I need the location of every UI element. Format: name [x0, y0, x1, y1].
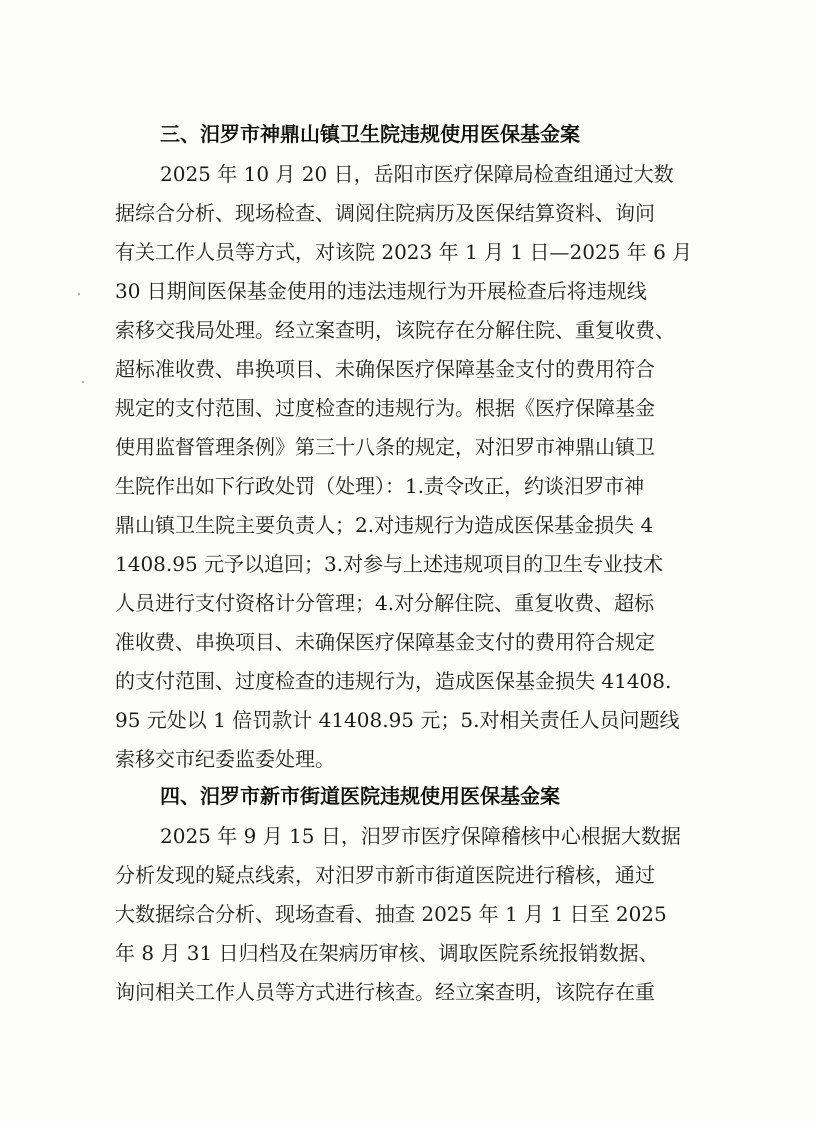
- section-4-line: 大数据综合分析、现场查看、抽查 2025 年 1 月 1 日至 2025: [115, 902, 667, 926]
- section-3-line: 鼎山镇卫生院主要负责人；2.对违规行为造成医保基金损失 4: [115, 513, 654, 537]
- section-3-line: 据综合分析、现场检查、调阅住院病历及医保结算资料、询问: [115, 201, 655, 225]
- section-3-line: 有关工作人员等方式，对该院 2023 年 1 月 1 日—2025 年 6 月: [115, 240, 693, 264]
- section-3-line: 索移交我局处理。经立案查明，该院存在分解住院、重复收费、: [115, 318, 675, 342]
- section-3-line: 1408.95 元予以追回；3.对参与上述违规项目的卫生专业技术: [115, 552, 664, 576]
- section-3-line: 95 元处以 1 倍罚款计 41408.95 元；5.对相关责任人员问题线: [115, 708, 680, 732]
- scan-speck: [82, 381, 84, 383]
- section-3-line: 索移交市纪委监委处理。: [115, 747, 335, 771]
- section-3-line: 使用监督管理条例》第三十八条的规定，对汨罗市神鼎山镇卫: [115, 435, 655, 459]
- section-3-line: 2025 年 10 月 20 日，岳阳市医疗保障局检查组通过大数: [160, 162, 674, 186]
- section-3-heading: 三、汨罗市神鼎山镇卫生院违规使用医保基金案: [160, 122, 580, 146]
- section-3-line: 30 日期间医保基金使用的违法违规行为开展检查后将违规线: [115, 279, 647, 303]
- section-4-line: 分析发现的疑点线索，对汨罗市新市街道医院进行稽核，通过: [115, 863, 655, 887]
- section-4-heading: 四、汨罗市新市街道医院违规使用医保基金案: [160, 784, 560, 808]
- section-3-line: 的支付范围、过度检查的违规行为，造成医保基金损失 41408.: [115, 669, 672, 693]
- section-3-line: 超标准收费、串换项目、未确保医疗保障基金支付的费用符合: [115, 357, 655, 381]
- section-3-line: 生院作出如下行政处罚（处理）：1.责令改正，约谈汨罗市神: [115, 474, 645, 498]
- scan-speck: [78, 293, 80, 295]
- section-3-line: 准收费、串换项目、未确保医疗保障基金支付的费用符合规定: [115, 630, 655, 654]
- section-4-line: 年 8 月 31 日归档及在架病历审核、调取医院系统报销数据、: [115, 941, 659, 965]
- section-4-line: 询问相关工作人员等方式进行核查。经立案查明，该院存在重: [115, 980, 655, 1004]
- section-3-line: 规定的支付范围、过度检查的违规行为。根据《医疗保障基金: [115, 396, 655, 420]
- section-4-line: 2025 年 9 月 15 日，汨罗市医疗保障稽核中心根据大数据: [160, 824, 681, 848]
- section-3-line: 人员进行支付资格计分管理；4.对分解住院、重复收费、超标: [115, 591, 655, 615]
